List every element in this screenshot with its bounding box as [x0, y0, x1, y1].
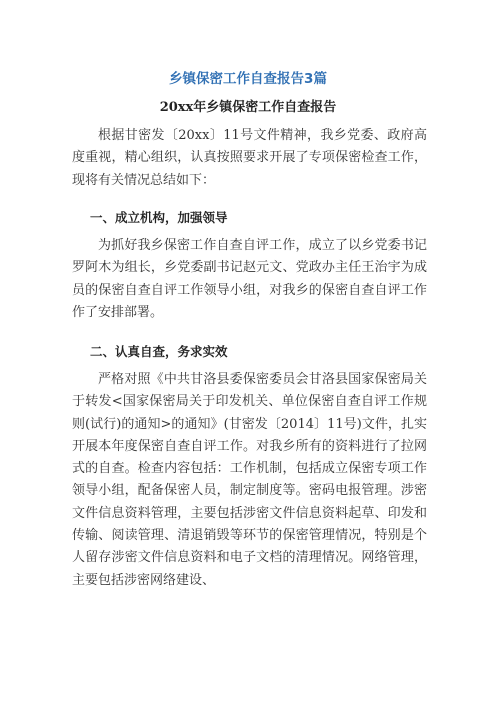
- document-title: 乡镇保密工作自查报告3篇: [169, 71, 327, 87]
- section-1-paragraph: 为抓好我乡保密工作自查自评工作，成立了以乡党委书记罗阿木为组长，乡党委副书记赵元文、党政办主任王治宇为成员的保密自查自评工作领导小组，对我乡的保密自查自评工作作了安排部署。: [72, 238, 427, 320]
- section-heading-2: 二、认真自查，务求实效: [90, 344, 228, 359]
- intro-paragraph: 根据甘密发〔20xx〕11号文件精神，我乡党委、政府高度重视，精心组织，认真按照要求开展了专项保密检查工作，现将有关情况总结如下：: [72, 128, 427, 188]
- report-subtitle: 20xx年乡镇保密工作自查报告: [159, 100, 337, 115]
- section-heading-1: 一、成立机构，加强领导: [90, 210, 228, 225]
- section-2-paragraph: 严格对照《中共甘洛县委保密委员会甘洛县国家保密局关于转发<国家保密局关于印发机关、单位保密自查自评工作规则(试行)的通知>的通知》(甘密发〔2014〕11号)文件，扎实开展本年度保密自查自评工作。对我乡所有的资料进行了拉网式的自查。检查内容包括：工作机制，包括成立保密专项工作领导小组，配备保密人员，制定制度等。密码电报管理。涉密文件信息资料管理，主要包括涉密文件信息资料起草、印发和传输、阅读管理、清退销毁等环节的保密管理情况，特别是个人留存涉密文件信息资料和电子文档的清理情况。网络管理，主要包括涉密网络建设、: [72, 372, 427, 588]
